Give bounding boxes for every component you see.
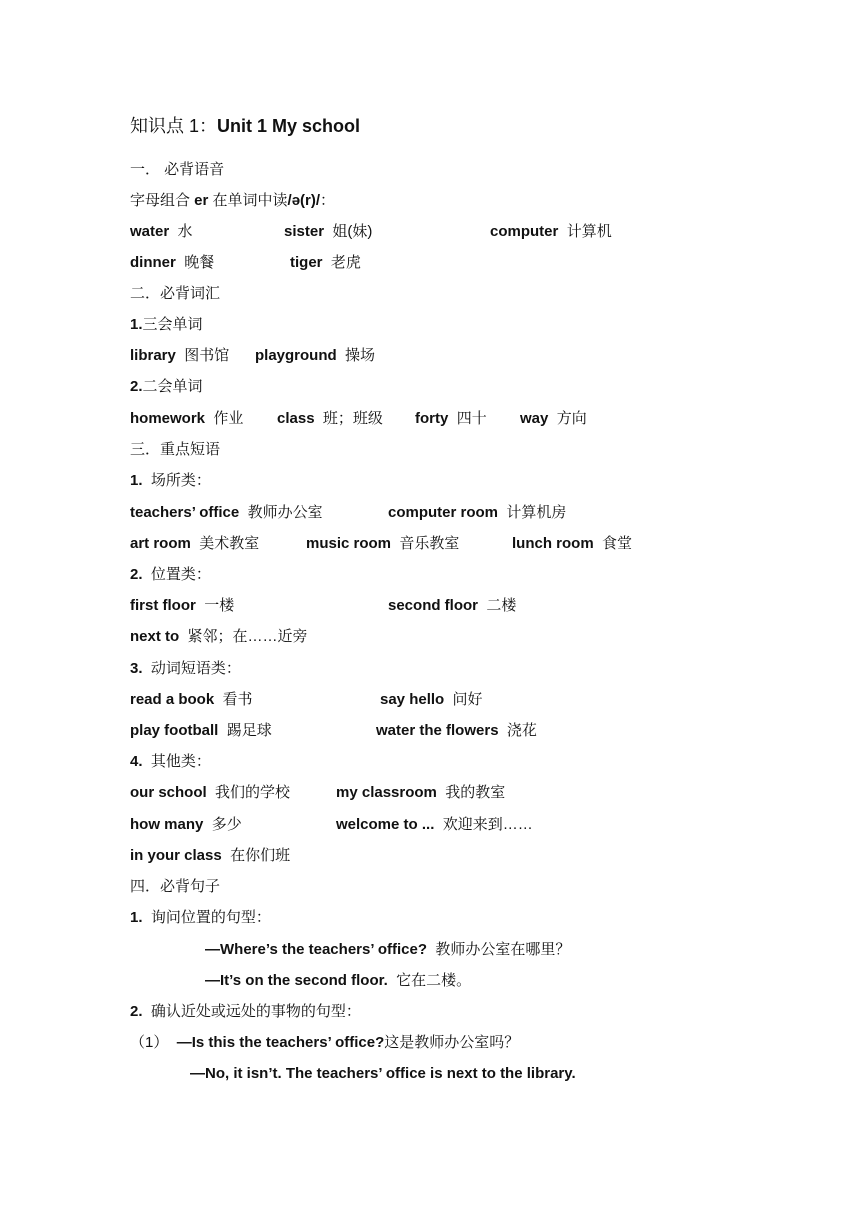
phrase-zh: 问好 (452, 691, 483, 708)
phonics-rule (130, 191, 335, 211)
word-zh: 作业 (213, 410, 244, 427)
section-heading-vocab: 二．必背词汇 (130, 285, 221, 302)
phrase-en: say hello (380, 691, 445, 708)
phrase-item (130, 534, 259, 554)
phrase-item (130, 690, 253, 710)
rule-end: ： (320, 192, 336, 209)
sub-num: 3. (130, 660, 143, 677)
phrase-en: lunch room (512, 535, 594, 552)
phrase-item (130, 815, 242, 835)
vocab-item (277, 409, 383, 429)
phrase-item (130, 596, 234, 616)
vocab-item (415, 409, 487, 429)
word-en: sister (284, 223, 325, 240)
subheading (130, 565, 211, 585)
title-prefix: 知识点 1： (130, 116, 218, 136)
word-en: water (130, 223, 170, 240)
phrase-en: play football (130, 722, 219, 739)
vocab-item (490, 222, 612, 242)
rule-ipa: /ə(r)/ (287, 192, 321, 209)
word-zh: 图书馆 (184, 347, 230, 364)
phrase-zh: 一楼 (204, 597, 235, 614)
rule-er: er (194, 192, 209, 209)
dialogue-line (205, 940, 570, 960)
subheading (130, 1002, 361, 1022)
item-index: （1） (130, 1034, 169, 1051)
title-text: Unit 1 My school (217, 116, 361, 136)
sentence-zh: 教师办公室在哪里？ (435, 941, 571, 958)
word-en: computer (490, 223, 559, 240)
word-en: dinner (130, 254, 176, 271)
phrase-en: welcome to ... (336, 816, 435, 833)
sub-num: 1. (130, 472, 143, 489)
phrase-zh: 紧邻；在……近旁 (187, 628, 308, 645)
sub-label: 三会单词 (142, 316, 203, 333)
word-en: forty (415, 410, 449, 427)
section-heading-phonics: 一． 必背语音 (130, 161, 225, 178)
subheading (130, 377, 203, 397)
phrase-zh: 欢迎来到…… (442, 816, 533, 833)
phrase-item (130, 846, 290, 866)
page-title (130, 116, 360, 136)
word-zh: 晚餐 (184, 254, 215, 271)
phrase-en: second floor (388, 597, 479, 614)
dialogue-line (190, 1064, 576, 1084)
vocab-item (255, 346, 375, 366)
vocab-item (130, 222, 193, 242)
word-zh: 四十 (456, 410, 487, 427)
phrase-item (336, 783, 505, 803)
phrase-item (376, 721, 537, 741)
sub-num: 2. (130, 1003, 143, 1020)
phrase-item (512, 534, 632, 554)
word-en: library (130, 347, 176, 364)
vocab-item (290, 253, 361, 273)
sentence-zh: 这是教师办公室吗？ (384, 1034, 520, 1051)
sub-num: 1. (130, 316, 143, 333)
word-en: tiger (290, 254, 323, 271)
phrase-item (388, 596, 516, 616)
phrase-en: art room (130, 535, 191, 552)
word-en: class (277, 410, 315, 427)
phrase-zh: 食堂 (602, 535, 633, 552)
phrase-zh: 看书 (222, 691, 253, 708)
sentence-zh: 它在二楼。 (396, 972, 472, 989)
sentence-en: —Is this the teachers’ office? (176, 1034, 385, 1051)
sentence-en: —No, it isn’t. The teachers’ office is next to the library. (190, 1065, 576, 1082)
word-zh: 姐(妹) (332, 223, 373, 240)
word-en: way (520, 410, 549, 427)
sentence-en: —It’s on the second floor. (205, 972, 388, 989)
phrase-zh: 浇花 (506, 722, 537, 739)
phrase-zh: 美术教室 (199, 535, 260, 552)
subheading (130, 315, 203, 335)
sub-label: 位置类： (150, 566, 211, 583)
subheading (130, 659, 241, 679)
word-en: homework (130, 410, 206, 427)
phrase-item (380, 690, 483, 710)
sub-label: 其他类： (150, 753, 211, 770)
sub-num: 2. (130, 378, 143, 395)
phrase-en: water the flowers (376, 722, 499, 739)
rule-mid: 在单词中读 (208, 192, 288, 209)
subheading (130, 752, 211, 772)
sub-num: 4. (130, 753, 143, 770)
phrase-en: my classroom (336, 784, 437, 801)
word-zh: 班；班级 (322, 410, 383, 427)
word-zh: 水 (177, 223, 193, 240)
sub-num: 1. (130, 909, 143, 926)
word-zh: 老虎 (330, 254, 361, 271)
phrase-en: first floor (130, 597, 196, 614)
phrase-item (388, 503, 566, 523)
phrase-item (130, 627, 308, 647)
sub-num: 2. (130, 566, 143, 583)
word-en: playground (255, 347, 337, 364)
vocab-item (130, 409, 243, 429)
phrase-zh: 在你们班 (230, 847, 291, 864)
vocab-item (130, 346, 229, 366)
phrase-zh: 二楼 (486, 597, 517, 614)
subheading (130, 908, 271, 928)
section-heading-phrases: 三．重点短语 (130, 441, 221, 458)
phrase-en: in your class (130, 847, 222, 864)
sub-label: 二会单词 (142, 378, 203, 395)
phrase-item (130, 783, 290, 803)
phrase-item (336, 815, 533, 835)
word-zh: 方向 (556, 410, 587, 427)
sub-label: 询问位置的句型： (150, 909, 271, 926)
phrase-en: how many (130, 816, 204, 833)
vocab-item (284, 222, 372, 242)
phrase-zh: 多少 (211, 816, 242, 833)
phrase-zh: 踢足球 (226, 722, 272, 739)
sub-label: 场所类： (150, 472, 211, 489)
phrase-en: our school (130, 784, 207, 801)
vocab-item (520, 409, 587, 429)
dialogue-line (205, 971, 471, 991)
phrase-zh: 教师办公室 (247, 504, 323, 521)
sentence-en: —Where’s the teachers’ office? (205, 941, 428, 958)
word-zh: 计算机 (566, 223, 612, 240)
section-heading-sentences: 四．必背句子 (130, 878, 221, 895)
sub-label: 确认近处或远处的事物的句型： (150, 1003, 361, 1020)
word-zh: 操场 (345, 347, 376, 364)
phrase-zh: 我的教室 (445, 784, 506, 801)
phrase-zh: 音乐教室 (399, 535, 460, 552)
phrase-en: teachers’ office (130, 504, 240, 521)
phrase-item (130, 503, 323, 523)
phrase-zh: 我们的学校 (215, 784, 291, 801)
phrase-en: next to (130, 628, 180, 645)
vocab-item (130, 253, 214, 273)
subheading (130, 471, 211, 491)
rule-pre: 字母组合 (130, 192, 195, 209)
phrase-item (306, 534, 459, 554)
dialogue-line (130, 1033, 519, 1053)
phrase-en: read a book (130, 691, 215, 708)
phrase-en: music room (306, 535, 392, 552)
sub-label: 动词短语类： (150, 660, 241, 677)
phrase-en: computer room (388, 504, 499, 521)
phrase-zh: 计算机房 (506, 504, 567, 521)
phrase-item (130, 721, 272, 741)
